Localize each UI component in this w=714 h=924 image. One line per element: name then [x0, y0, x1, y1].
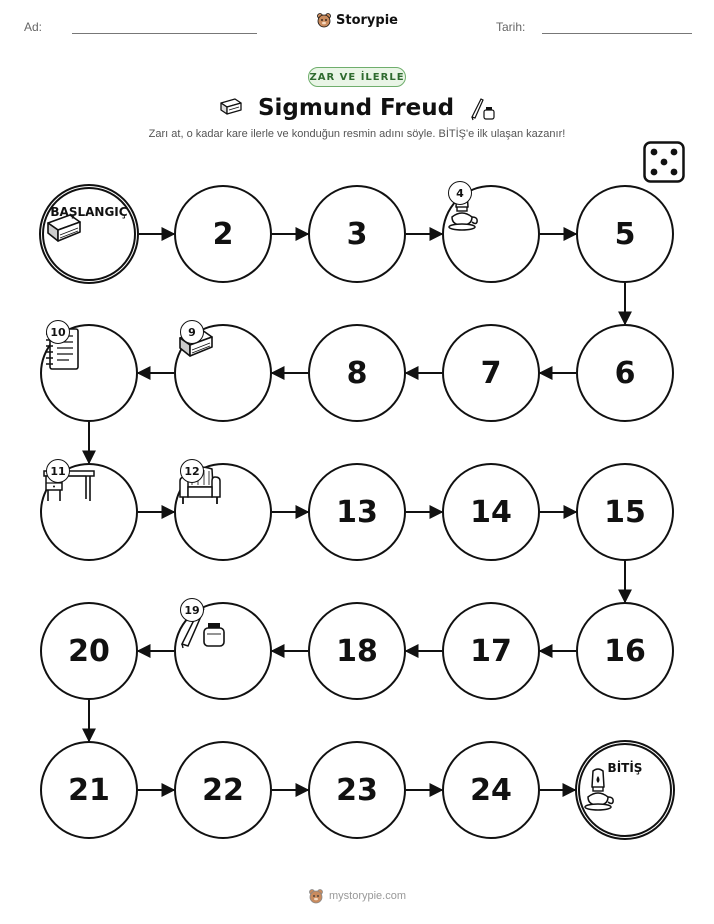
board-cell-19[interactable] — [174, 602, 272, 700]
cell-number: 23 — [336, 772, 378, 808]
board-cell-23[interactable] — [308, 741, 406, 839]
board-cell-10[interactable] — [40, 324, 138, 422]
cell-number: 22 — [202, 772, 244, 808]
board-cell-21[interactable] — [40, 741, 138, 839]
brand-name: Storypie — [336, 12, 398, 28]
cell-number: 16 — [604, 633, 646, 669]
board-cell-24[interactable] — [442, 741, 540, 839]
board-cell-8[interactable] — [308, 324, 406, 422]
cell-number: 18 — [336, 633, 378, 669]
date-label: Tarih: — [496, 20, 526, 34]
cell-number: 8 — [346, 355, 368, 391]
bear-mascot-icon — [308, 888, 324, 904]
cell-number-badge: 10 — [46, 320, 70, 344]
board-cell-12[interactable] — [174, 463, 272, 561]
cell-number: 17 — [470, 633, 512, 669]
board-cell-14[interactable] — [442, 463, 540, 561]
cell-number: 13 — [336, 494, 378, 530]
cell-number-badge: 4 — [448, 181, 472, 205]
cell-number: 24 — [470, 772, 512, 808]
cell-number: 5 — [614, 216, 636, 252]
board-cell-2[interactable] — [174, 185, 272, 283]
board-cell-7[interactable] — [442, 324, 540, 422]
board-cell-25[interactable] — [575, 740, 675, 840]
cell-number: 3 — [346, 216, 368, 252]
cell-label: BAŞLANGIÇ — [50, 205, 128, 219]
board-cell-16[interactable] — [576, 602, 674, 700]
instructions: Zarı at, o kadar kare ilerle ve konduğun resmin adını söyle. BİTİŞ'e ilk ulaşan kazanır! — [148, 128, 566, 140]
cell-label: BİTİŞ — [607, 761, 643, 775]
board-cell-11[interactable] — [40, 463, 138, 561]
cell-number-badge: 11 — [46, 459, 70, 483]
cell-number: 14 — [470, 494, 512, 530]
board-cell-6[interactable] — [576, 324, 674, 422]
cell-number: 21 — [68, 772, 110, 808]
cell-number-badge: 12 — [180, 459, 204, 483]
board-cell-5[interactable] — [576, 185, 674, 283]
board-cell-20[interactable] — [40, 602, 138, 700]
cell-number: 7 — [480, 355, 502, 391]
board-cell-18[interactable] — [308, 602, 406, 700]
cell-number-badge: 9 — [180, 320, 204, 344]
footer-url: mystorypie.com — [328, 890, 407, 902]
board-cell-9[interactable] — [174, 324, 272, 422]
cell-number: 2 — [212, 216, 234, 252]
game-type-badge: ZAR VE İLERLE — [308, 67, 406, 87]
cell-number: 20 — [68, 633, 110, 669]
cell-number: 15 — [604, 494, 646, 530]
board-cell-4[interactable] — [442, 185, 540, 283]
board-cell-1[interactable] — [39, 184, 139, 284]
name-label: Ad: — [24, 20, 43, 34]
board-cell-13[interactable] — [308, 463, 406, 561]
cell-number: 6 — [614, 355, 636, 391]
page-title: Sigmund Freud — [257, 95, 455, 121]
board-cell-3[interactable] — [308, 185, 406, 283]
footer — [0, 888, 714, 904]
board-cell-17[interactable] — [442, 602, 540, 700]
cell-number-badge: 19 — [180, 598, 204, 622]
board-cell-22[interactable] — [174, 741, 272, 839]
board-cell-15[interactable] — [576, 463, 674, 561]
